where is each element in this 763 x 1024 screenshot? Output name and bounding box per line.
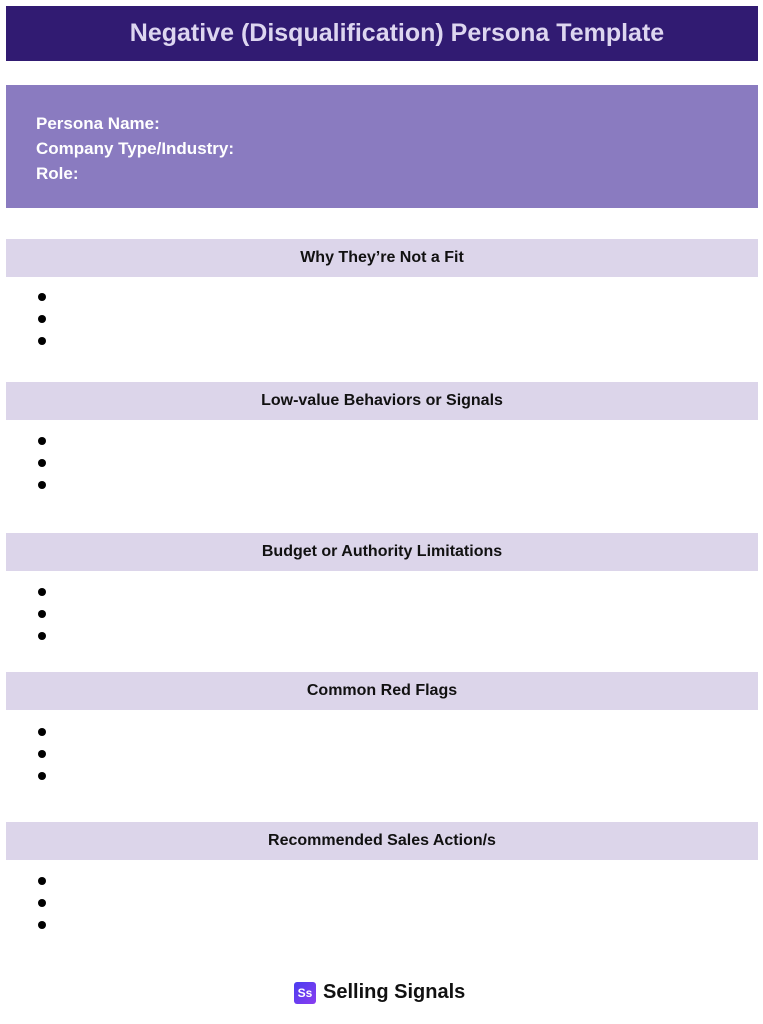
bullet-item	[36, 917, 56, 939]
logo-mark-icon: Ss	[294, 982, 316, 1004]
section-heading-not-a-fit: Why They’re Not a Fit	[6, 239, 758, 277]
bullet-item	[36, 455, 56, 477]
persona-name-label: Persona Name:	[36, 114, 160, 133]
bullet-item	[36, 724, 56, 746]
bullet-list-low-value-behaviors	[36, 433, 56, 499]
bullet-item	[36, 433, 56, 455]
section-heading-red-flags: Common Red Flags	[6, 672, 758, 710]
bullet-item	[36, 628, 56, 650]
bullet-item	[36, 477, 56, 499]
bullet-item	[36, 311, 56, 333]
selling-signals-logo	[294, 981, 465, 1004]
bullet-item	[36, 873, 56, 895]
section-heading-low-value-behaviors: Low-value Behaviors or Signals	[6, 382, 758, 420]
role-label: Role:	[36, 164, 79, 183]
bullet-item	[36, 895, 56, 917]
bullet-item	[36, 768, 56, 790]
bullet-item	[36, 746, 56, 768]
logo-text: Selling Signals	[323, 981, 466, 1003]
bullet-item	[36, 584, 56, 606]
company-type-label: Company Type/Industry:	[36, 139, 235, 158]
page-title: Negative (Disqualification) Persona Template	[6, 6, 758, 61]
bullet-list-budget-authority	[36, 584, 56, 650]
bullet-item	[36, 606, 56, 628]
bullet-list-red-flags	[36, 724, 56, 790]
persona-info-box	[6, 85, 758, 208]
bullet-list-not-a-fit	[36, 289, 56, 355]
section-heading-budget-authority: Budget or Authority Limitations	[6, 533, 758, 571]
bullet-item	[36, 289, 56, 311]
bullet-list-sales-actions	[36, 873, 56, 939]
bullet-item	[36, 333, 56, 355]
section-heading-sales-actions: Recommended Sales Action/s	[6, 822, 758, 860]
